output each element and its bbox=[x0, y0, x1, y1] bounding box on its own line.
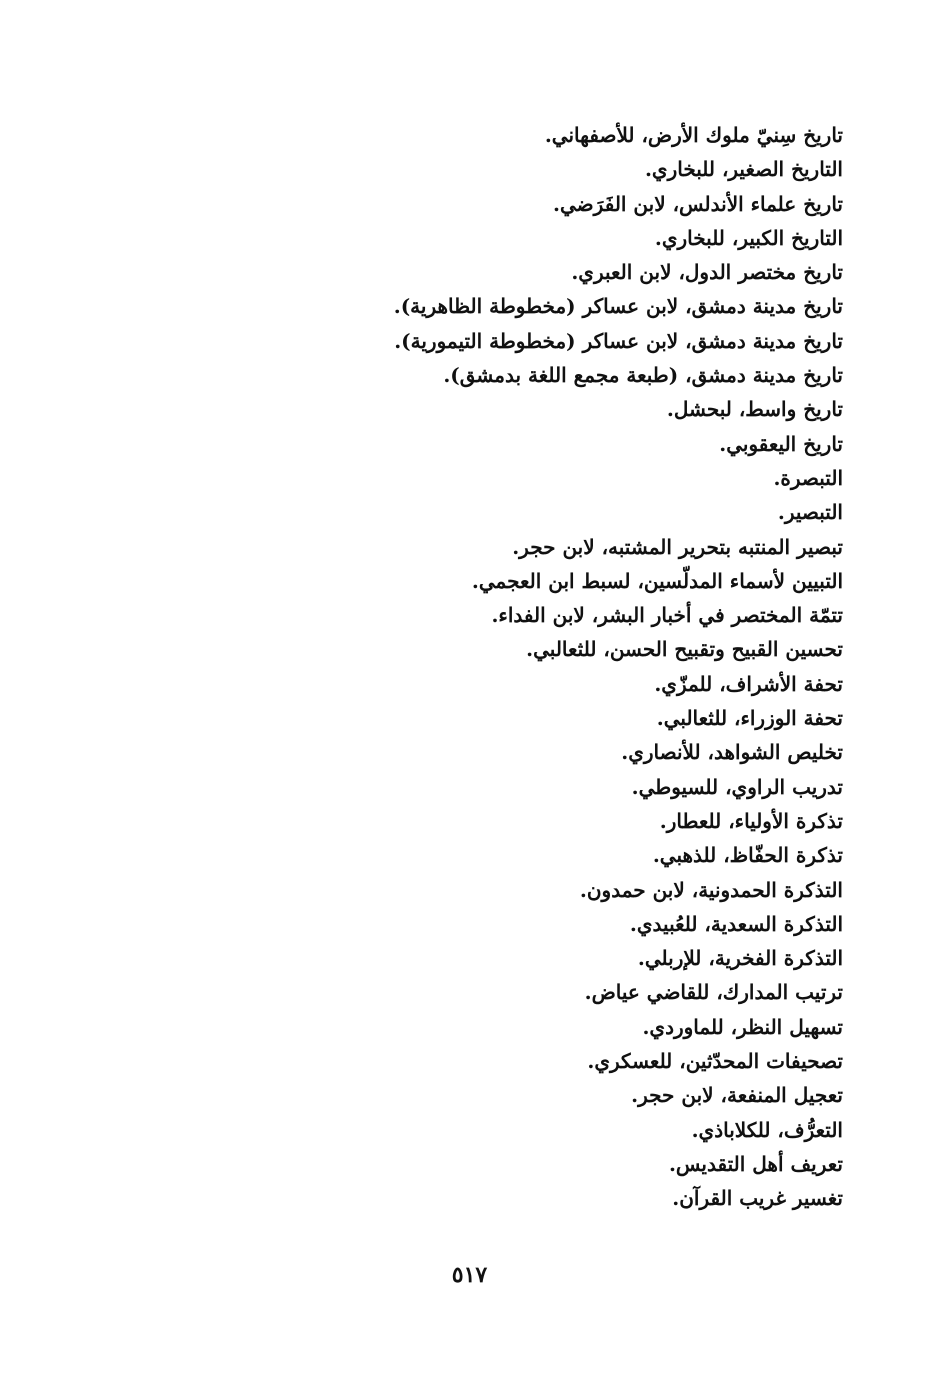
bibliography-entry: التبصير. bbox=[777, 500, 843, 525]
bibliography-entry: تحفة الأشراف، للمزّي. bbox=[654, 671, 843, 696]
bibliography-entry: تاريخ مدينة دمشق، لابن عساكر (مخطوطة الظاهرية). bbox=[393, 294, 843, 319]
bibliography-entry: التبيين لأسماء المدلّسين، لسبط ابن العجمي. bbox=[471, 568, 843, 593]
bibliography-entry: تذكرة الأولياء، للعطار. bbox=[659, 808, 843, 833]
bibliography-entry: تاريخ سِنيّ ملوك الأرض، للأصفهاني. bbox=[544, 123, 843, 147]
bibliography-entry: تصحيفات المحدّثين، للعسكري. bbox=[587, 1049, 843, 1074]
bibliography-entry: تاريخ مدينة دمشق، (طبعة مجمع اللغة بدمشق). bbox=[443, 363, 843, 388]
bibliography-entry: تدريب الراوي، للسيوطي. bbox=[631, 774, 843, 799]
bibliography-list bbox=[323, 118, 843, 1216]
bibliography-entry: تتمّة المختصر في أخبار البشر، لابن الفداء. bbox=[491, 603, 843, 628]
bibliography-entry: التبصرة. bbox=[773, 465, 843, 490]
bibliography-entry: التعرُّف، للكلاباذي. bbox=[691, 1117, 843, 1142]
bibliography-entry: تاريخ مدينة دمشق، لابن عساكر (مخطوطة التيمورية). bbox=[394, 328, 843, 353]
bibliography-entry: التاريخ الكبير، للبخاري. bbox=[654, 225, 843, 250]
bibliography-entry: تاريخ اليعقوبي. bbox=[719, 431, 843, 456]
bibliography-entry: تاريخ علماء الأندلس، لابن الفَرَضي. bbox=[553, 191, 843, 216]
bibliography-entry: تسهيل النظر، للماوردي. bbox=[642, 1014, 843, 1039]
page-number: ٥١٧ bbox=[451, 1262, 488, 1288]
bibliography-entry: تعجيل المنفعة، لابن حجر. bbox=[631, 1083, 843, 1108]
bibliography-entry: التذكرة الفخرية، للإربلي. bbox=[637, 946, 843, 971]
bibliography-entry: التاريخ الصغير، للبخاري. bbox=[644, 157, 843, 182]
bibliography-entry: التذكرة الحمدونية، لابن حمدون. bbox=[579, 877, 843, 902]
bibliography-entry: ترتيب المدارك، للقاضي عياض. bbox=[584, 980, 843, 1005]
bibliography-entry: تحفة الوزراء، للثعالبي. bbox=[656, 706, 843, 731]
bibliography-entry: تغسير غريب القرآن. bbox=[672, 1186, 843, 1211]
bibliography-entry: تعريف أهل التقديس. bbox=[668, 1151, 843, 1176]
bibliography-entry: تاريخ واسط، لبحشل. bbox=[666, 397, 843, 422]
bibliography-entry: تذكرة الحفّاظ، للذهبي. bbox=[652, 843, 843, 868]
bibliography-entry: التذكرة السعدية، للعُبيدي. bbox=[629, 911, 843, 936]
bibliography-entry: تاريخ مختصر الدول، لابن العبري. bbox=[571, 260, 843, 285]
bibliography-entry: تحسين القبيح وتقبيح الحسن، للثعالبي. bbox=[526, 637, 843, 662]
bibliography-entry: تبصير المنتبه بتحرير المشتبه، لابن حجر. bbox=[512, 534, 843, 559]
bibliography-entry: تخليص الشواهد، للأنصاري. bbox=[621, 740, 843, 765]
